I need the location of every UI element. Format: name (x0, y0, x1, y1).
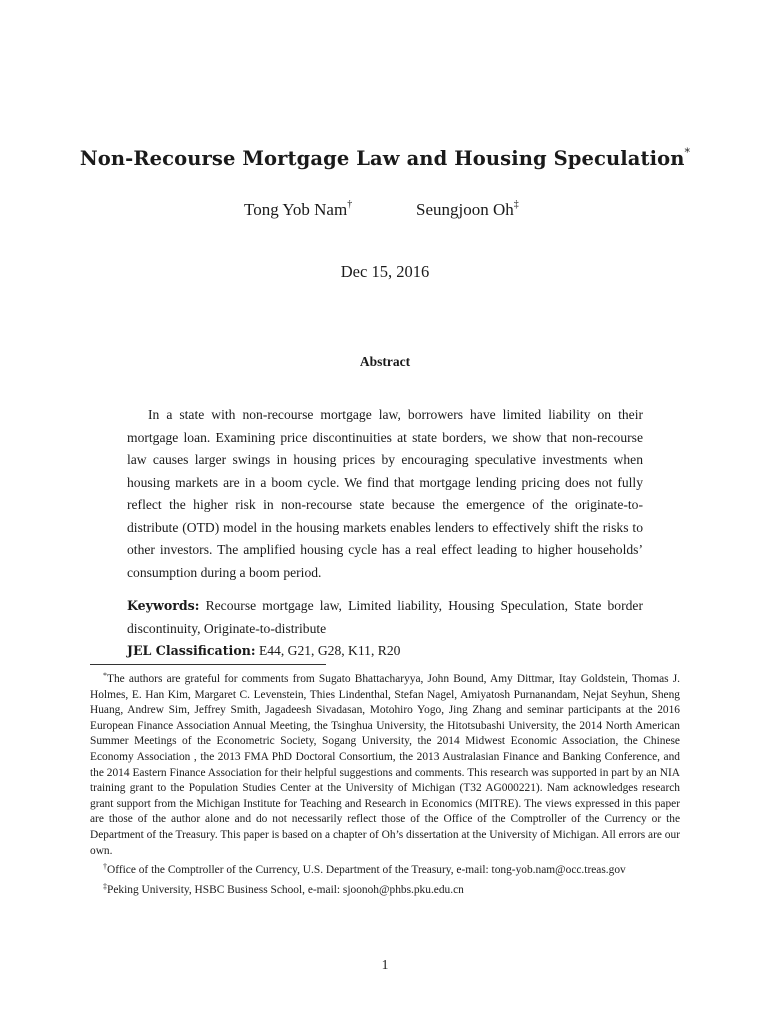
footnote-text: Peking University, HSBC Business School, e-mail: sjoonoh@phbs.pku.edu.cn (107, 883, 464, 896)
footnote-mark: * (103, 671, 107, 680)
author-1-mark: † (347, 199, 353, 210)
footnote-author-1 (90, 859, 680, 879)
keywords-label: Keywords: (127, 598, 200, 613)
keywords-text: Recourse mortgage law, Limited liability, Housing Speculation, State border discontinuity, Originate-to-distribute (127, 598, 643, 636)
title-text: Non-Recourse Mortgage Law and Housing Speculation (79, 147, 685, 170)
title-footnote-mark: * (684, 146, 691, 159)
keywords-line (127, 595, 643, 640)
jel-label: JEL Classification: (127, 643, 256, 658)
paper-date: Dec 15, 2016 (340, 262, 430, 281)
jel-line (127, 640, 643, 663)
author-2 (416, 199, 519, 220)
footnote-author-2 (90, 879, 680, 899)
jel-text: E44, G21, G28, K11, R20 (258, 643, 401, 658)
footnote-mark: ‡ (103, 881, 107, 891)
author-1-name: Tong Yob Nam (244, 200, 348, 219)
author-2-mark: ‡ (513, 199, 519, 210)
footnote-divider (90, 664, 326, 665)
footnote-acknowledgements (90, 668, 680, 859)
footnotes (90, 668, 680, 898)
page-number: 1 (381, 957, 389, 972)
footnote-text: Office of the Comptroller of the Currency, U.S. Department of the Treasury, e-mail: tong-yob.nam@occ.treas.gov (107, 864, 626, 877)
paper-title (0, 146, 770, 170)
abstract-heading: Abstract (359, 354, 411, 369)
footnote-text: The authors are grateful for comments from Sugato Bhattacharyya, John Bound, Amy Dittmar, Itay Goldstein, Thomas J. Holmes, E. Han Kim, Margaret C. Levenstein, Thies Lindenthal, Stefan Nagel, Amiyatosh Purnanandam, Nejat Seyhun, Sheng Huang, Andrew Sim, Jeffrey Smith, Jagadeesh Sivadasan, Motohiro Yogo, Jing Zhang and seminar participants at the 2016 European Finance Association Annual Meeting, the Tsinghua University, the Hitotsubashi University, the 2014 North American Summer Meetings of the Econometric Society, Sogang University, the 2014 Midwest Economic Association, the Chinese Economy Association , the 2013 FMA PhD Doctoral Consortium, the 2013 Australasian Finance and Banking Conference, and the 2014 Eastern Finance Association for their helpful suggestions and comments. This research was supported in part by an NIA training grant to the Population Studies Center at the University of Michigan (T32 AG000221). Nam acknowledges research grant support from the Michigan Institute for Teaching and Research in Economics (MITRE). The views expressed in this paper are those of the author alone and do not necessarily reflect those of the Office of the Comptroller of the Currency or the Department of the Treasury. This paper is based on a chapter of Oh’s dissertation at the University of Michigan. All errors are our own. (90, 673, 680, 857)
footnote-mark: † (103, 862, 107, 872)
author-1 (244, 199, 352, 220)
author-2-name: Seungjoon Oh (416, 200, 514, 219)
abstract-text: In a state with non-recourse mortgage law, borrowers have limited liability on their mortgage loan. Examining price discontinuities at state borders, we show that non-recourse law causes larger swings in housing prices by encouraging speculative investments when housing markets are in a boom cycle. We find that mortgage lending pricing does not fully reflect the higher risk in non-recourse state because the emergence of the originate-to-distribute (OTD) model in the housing markets enables lenders to effectively shift the risks to other investors. The amplified housing cycle has a real effect leading to higher households’ consumption during a boom period. (127, 407, 643, 580)
